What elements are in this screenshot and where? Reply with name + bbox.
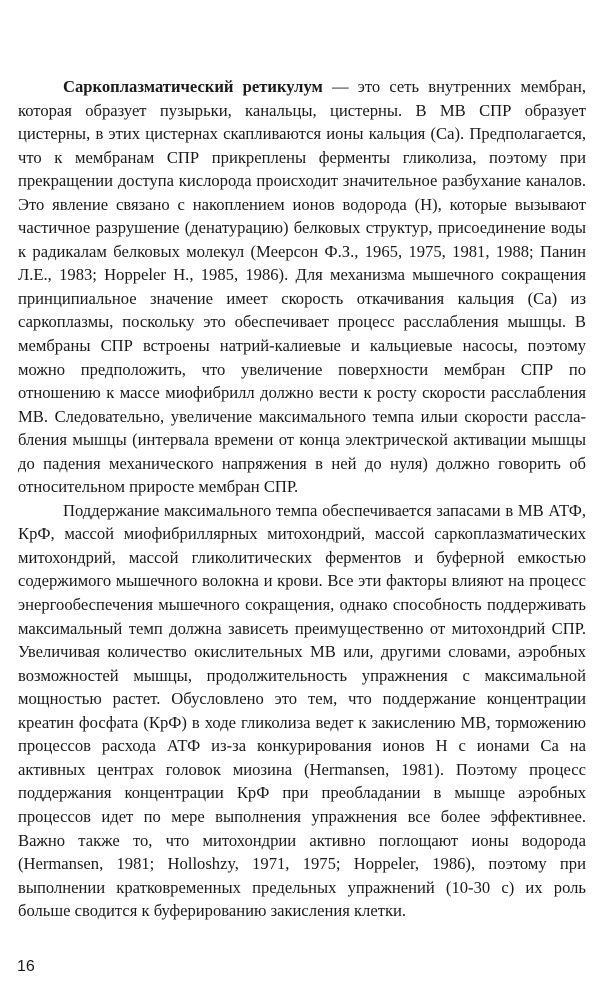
term-heading: Саркоплазматический ретикулум [63,77,323,96]
paragraph-text: Поддержание максимального темпа обеспечивается запасами в МВ АТФ, КрФ, массой миофибриллярных митохондрий, массой саркоплазматических митохондрий, массой гликолитических ферментов и буферной емкостью содержимого мышечного волокна и крови. Все эти факторы влияют на процесс энергообеспечения мышечного сокращения, однако способность поддерживать максимальный темп должна зависеть преимущественно от митохондрий СПР. Увеличивая количество окислительных МВ или, другими словами, аэробных возможностей мышцы, продолжительность упражнения с максимальной мощностью растет. Обусловлено это тем, что поддержание концентрации креатин фосфата (КрФ) в ходе гликолиза ведет к закислению МВ, торможению процессов расхода АТФ из-за конкурирования ионов Н с ионами Са на активных центрах головок миозина (Hermansen, 1981). Поэтому процесс поддержания концентрации КрФ при преобладании в мышце аэробных процессов идет по мере выполнения упражнения все более эффективнее. Важно также то, что митохондрии активно поглощают ионы водорода (Hermansen, 1981; Holloshzy, 1971, 1975; Hoppeler, 1986), поэтому при выполнении кратковременных предельных упражнений (10-30 с) их роль больше сводится к буферированию закисления клетки. [18,500,586,921]
paragraph-sarcoplasmic-reticulum [18,75,586,499]
page-number: 16 [17,958,35,975]
document-body [18,75,586,923]
paragraph-text: — это сеть внутренних мембран, которая образует пузырьки, канальцы, цистерны. В МВ СПР образует цистерны, в этих цистернах скапливаются ионы кальция (Са). Предполагается, что к мембранам СПР прикреплены ферменты гликолиза, поэтому при прекращении доступа кислорода происходит значительное разбухание каналов. Это явление связано с накоплением ионов водорода (Н), которые вызывают частичное разрушение (денатурацию) белковых структур, присоединение воды к радикалам белковых молекул (Меерсон Ф.З., 1965, 1975, 1981, 1988; Панин Л.Е., 1983; Hoppeler Н., 1985, 1986). Для механизма мышечного сокращения принципиальное значение имеет скорость откачивания кальция (Са) из саркоплазмы, поскольку это обеспечивает процесс расслабления мышцы. В мембраны СПР встроены натрий-калиевые и кальциевые насосы, поэтому можно предположить, что увеличение поверхности мембран СПР по отношению к массе миофибрилл должно вести к росту скорости расслабления МВ. Следовательно, увеличение максимального темпа илыи скорости расслабления мышцы (интервала времени от конца электрической активации мышцы до падения механического напряжения в ней до нуля) должно говорить об относительном приросте мембран СПР. [18,77,586,497]
paragraph-maximal-tempo [18,499,586,923]
